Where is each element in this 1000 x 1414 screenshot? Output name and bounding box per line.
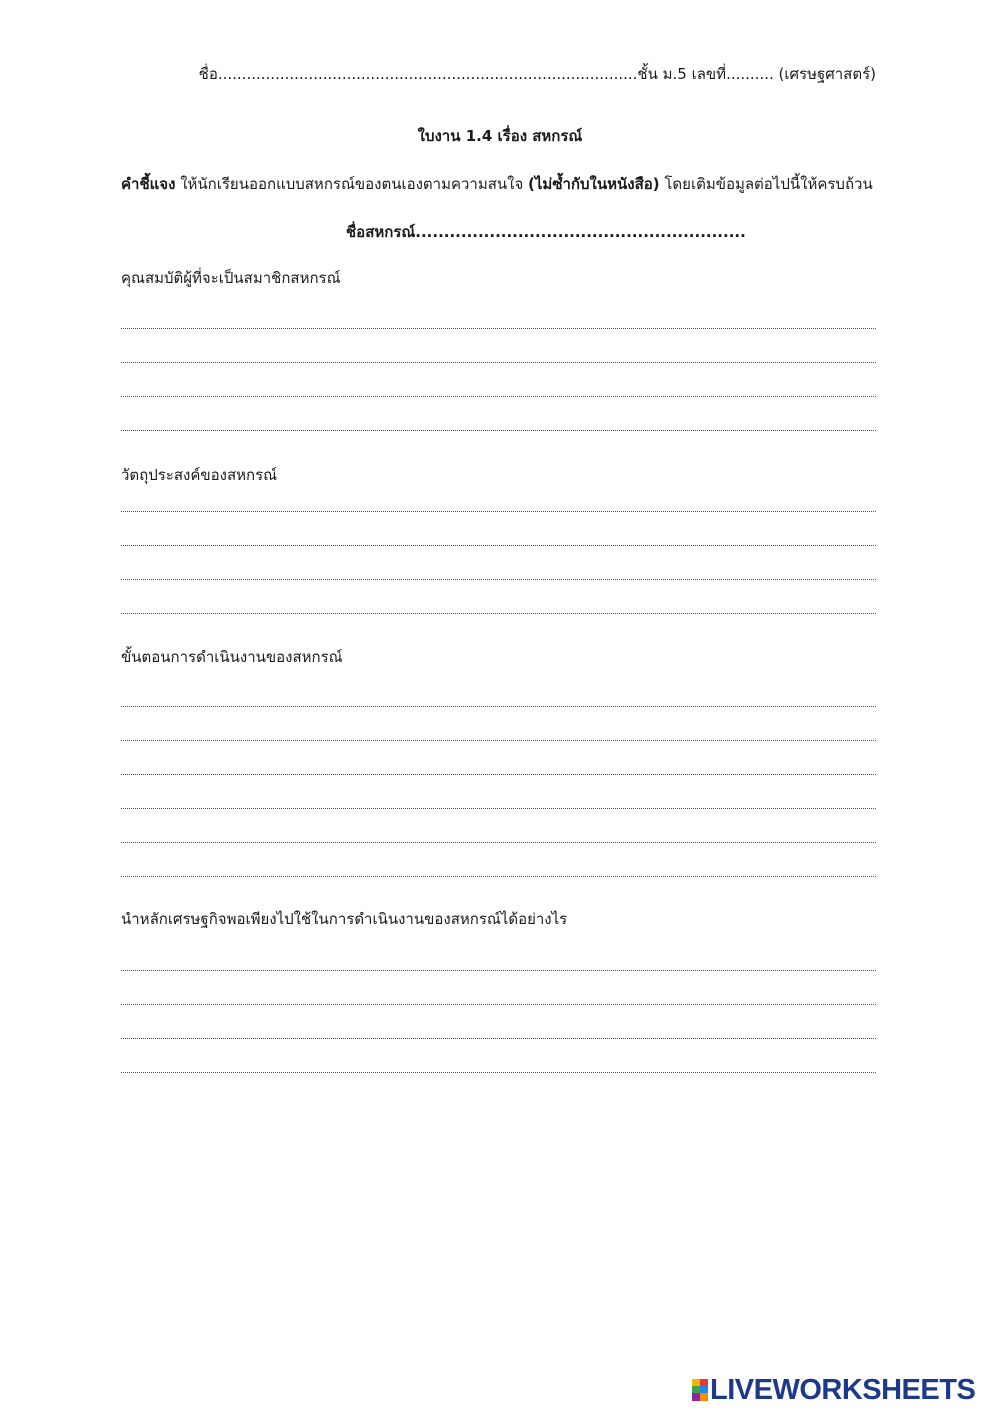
- answer-line[interactable]: [121, 1004, 876, 1005]
- instructions-text-1: ให้นักเรียนออกแบบสหกรณ์ของตนเองตามความสนใจ: [175, 175, 529, 193]
- answer-line[interactable]: [121, 706, 876, 707]
- answer-line[interactable]: [121, 876, 876, 877]
- instructions: [121, 172, 873, 196]
- section-label-operations: ขั้นตอนการดำเนินงานของสหกรณ์: [121, 648, 343, 666]
- answer-line[interactable]: [121, 774, 876, 775]
- answer-line[interactable]: [121, 545, 876, 546]
- answer-line[interactable]: [121, 511, 876, 512]
- answer-line[interactable]: [121, 842, 876, 843]
- answer-line[interactable]: [121, 740, 876, 741]
- answer-line[interactable]: [121, 328, 876, 329]
- answer-line[interactable]: [121, 808, 876, 809]
- answer-line[interactable]: [121, 362, 876, 363]
- liveworksheets-logo-text: LIVEWORKSHEETS: [710, 1373, 976, 1406]
- student-info-line: ชื่อ........................................................................................ชั้น ม.5 เลขที่.......... (เศรษฐศาสตร์): [198, 65, 876, 83]
- answer-line[interactable]: [121, 613, 876, 614]
- answer-line[interactable]: [121, 396, 876, 397]
- answer-line[interactable]: [121, 579, 876, 580]
- coop-name-field: ชื่อสหกรณ์..........................................................: [346, 223, 746, 241]
- worksheet-title: ใบงาน 1.4 เรื่อง สหกรณ์: [417, 127, 583, 145]
- answer-line[interactable]: [121, 970, 876, 971]
- liveworksheets-logo: [692, 1375, 975, 1405]
- answer-line[interactable]: [121, 1038, 876, 1039]
- section-label-sufficiency-economy: นำหลักเศรษฐกิจพอเพียงไปใช้ในการดำเนินงานของสหกรณ์ได้อย่างไร: [121, 910, 568, 928]
- section-label-member-qualifications: คุณสมบัติผู้ที่จะเป็นสมาชิกสหกรณ์: [121, 269, 341, 287]
- answer-line[interactable]: [121, 430, 876, 431]
- instructions-emphasis: (ไม่ซ้ำกับในหนังสือ): [528, 175, 660, 193]
- liveworksheets-logo-icon: [692, 1379, 708, 1401]
- instructions-label: คำชี้แจง: [121, 175, 176, 193]
- instructions-text-2: โดยเติมข้อมูลต่อไปนี้ให้ครบถ้วน: [659, 175, 873, 193]
- answer-line[interactable]: [121, 1072, 876, 1073]
- section-label-objectives: วัตถุประสงค์ของสหกรณ์: [121, 466, 278, 484]
